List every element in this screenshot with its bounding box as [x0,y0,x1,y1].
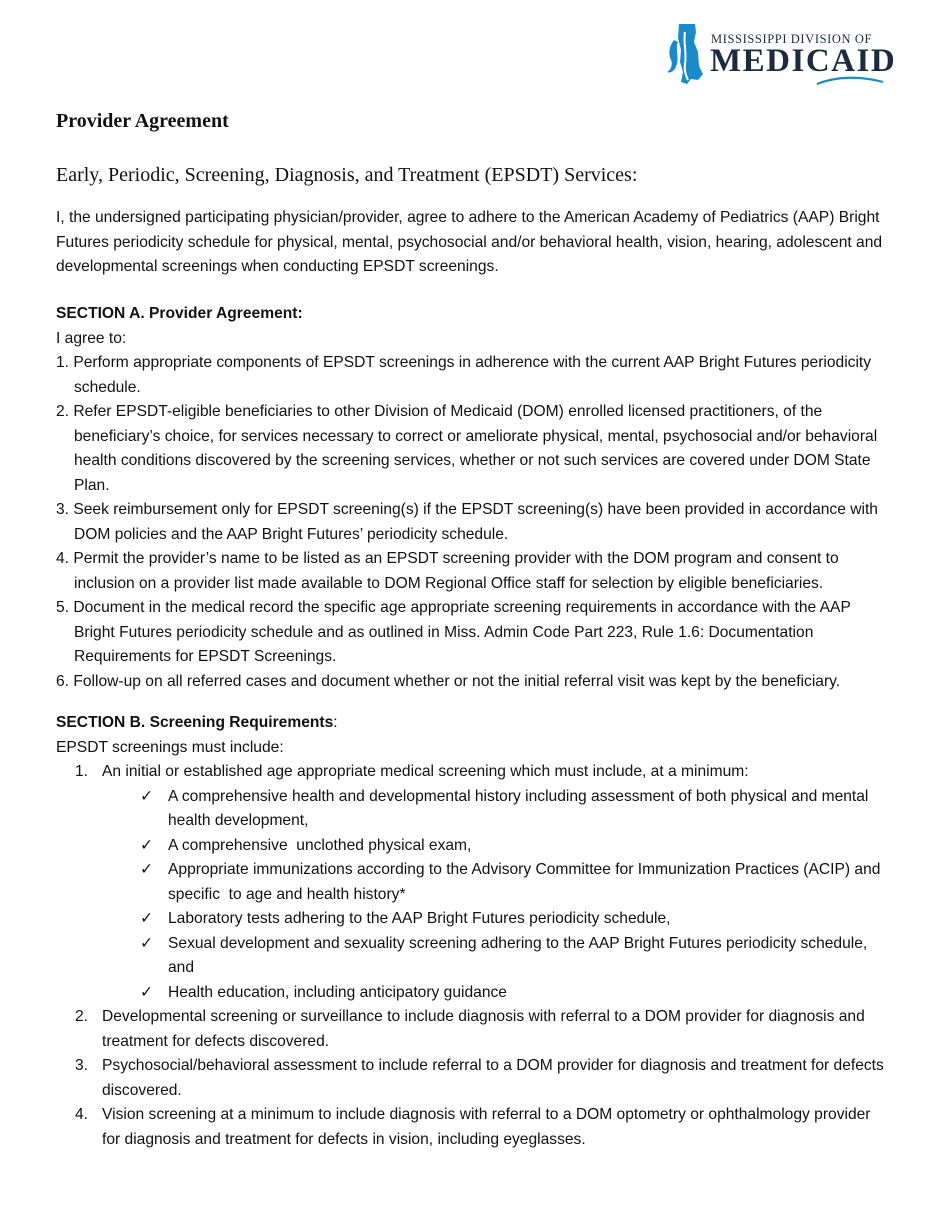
section-b-list-continued [56,1005,892,1152]
section-a [56,302,892,694]
section-b-list [56,760,892,785]
list-item [56,1005,892,1054]
checklist-text: A comprehensive health and developmental history including assessment of both physical and mental health development, [168,787,869,829]
page-subtitle: Early, Periodic, Screening, Diagnosis, and Treatment (EPSDT) Services: [56,164,638,186]
checklist-text: Laboratory tests adhering to the AAP Bright Futures periodicity schedule, [168,910,671,927]
page-title: Provider Agreement [56,110,229,132]
section-b-heading-line [56,711,892,736]
checkmark-icon: ✓ [140,787,154,805]
list-item: 2. Refer EPSDT-eligible beneficiaries to other Division of Medicaid (DOM) enrolled licensed practitioners, of the beneficiary’s choice, for services necessary to correct or ameliorate physical, mental, psychosocial and/or behavioral health conditions discovered by the screening services, whether or not such services are covered under DOM State Plan. [56,403,878,494]
list-item: 3. Seek reimbursement only for EPSDT screening(s) if the EPSDT screening(s) have been provided in accordance with DOM policies and the AAP Bright Futures’ periodicity schedule. [56,501,878,543]
checklist-text: Health education, including anticipatory guidance [168,983,507,1001]
list-item: 5. Document in the medical record the specific age appropriate screening requirements in accordance with the AAP Bright Futures periodicity schedule and as outlined in Miss. Admin Code Part 223, Rule 1.6: Documentation Requirements for EPSDT Screenings. [56,599,851,665]
checklist-item [138,834,892,859]
section-b-colon: : [333,714,338,731]
checklist-item [138,981,892,1006]
checklist-text: A comprehensive unclothed physical exam, [168,836,472,854]
checkmark-icon: ✓ [140,836,154,854]
list-number: 2. [75,1008,89,1025]
mississippi-state-icon [665,22,707,86]
intro-paragraph: I, the undersigned participating physician/provider, agree to adhere to the American Academy of Pediatrics (AAP) Bright Futures periodicity schedule for physical, mental, psychosocial and/or behavioral health, vision, hearing, adolescent and developmental screenings when conducting EPSDT screenings. [56,209,883,275]
checklist-item [138,932,892,981]
checklist-item [138,785,892,834]
list-text: Psychosocial/behavioral assessment to include referral to a DOM provider for diagnosis and treatment for defects discovered. [102,1057,884,1099]
section-b-lead: EPSDT screenings must include: [56,738,284,756]
list-text: Vision screening at a minimum to include diagnosis with referral to a DOM optometry or ophthalmology provider for diagnosis and treatment for defects in vision, including eyeglasses. [102,1106,871,1148]
section-a-lead: I agree to: [56,329,127,347]
list-item [56,1103,892,1152]
list-item [56,760,892,785]
list-item: 6. Follow-up on all referred cases and document whether or not the initial referral visit was kept by the beneficiary. [56,672,841,690]
checklist-item [138,907,892,932]
section-a-list [56,351,892,694]
section-b [56,711,892,1152]
list-item [56,1054,892,1103]
medicaid-logo [665,22,897,90]
checkmark-icon: ✓ [140,983,154,1001]
checklist-item [138,858,892,907]
list-number: 4. [75,1106,89,1123]
section-a-heading: SECTION A. Provider Agreement: [56,305,303,322]
checkmark-icon: ✓ [140,910,154,927]
checklist-text: Sexual development and sexuality screening adhering to the AAP Bright Futures periodicity schedule, and [168,934,868,976]
list-text: Developmental screening or surveillance to include diagnosis with referral to a DOM provider for diagnosis and treatment for defects discovered. [102,1008,865,1050]
list-number: 3. [75,1057,89,1074]
list-text: An initial or established age appropriate medical screening which must include, at a minimum: [102,763,749,780]
checklist-text: Appropriate immunizations according to the Advisory Committee for Immunization Practices (ACIP) and specific to age and health history* [168,861,885,903]
checkmark-icon: ✓ [140,934,154,952]
screening-checklist [56,785,892,1006]
checkmark-icon: ✓ [140,861,154,878]
logo-main-text: MEDICAID [710,43,897,79]
section-b-heading: SECTION B. Screening Requirements [56,714,334,731]
list-item: 1. Perform appropriate components of EPSDT screenings in adherence with the current AAP Bright Futures periodicity schedule. [56,354,872,396]
list-number: 1. [75,763,89,780]
logo-top-text: MISSISSIPPI DIVISION OF [711,32,873,46]
logo-swoosh [815,75,885,87]
list-item: 4. Permit the provider’s name to be listed as an EPSDT screening provider with the DOM program and consent to inclusion on a provider list made available to DOM Regional Office staff for selection by eligible beneficiaries. [56,550,839,592]
